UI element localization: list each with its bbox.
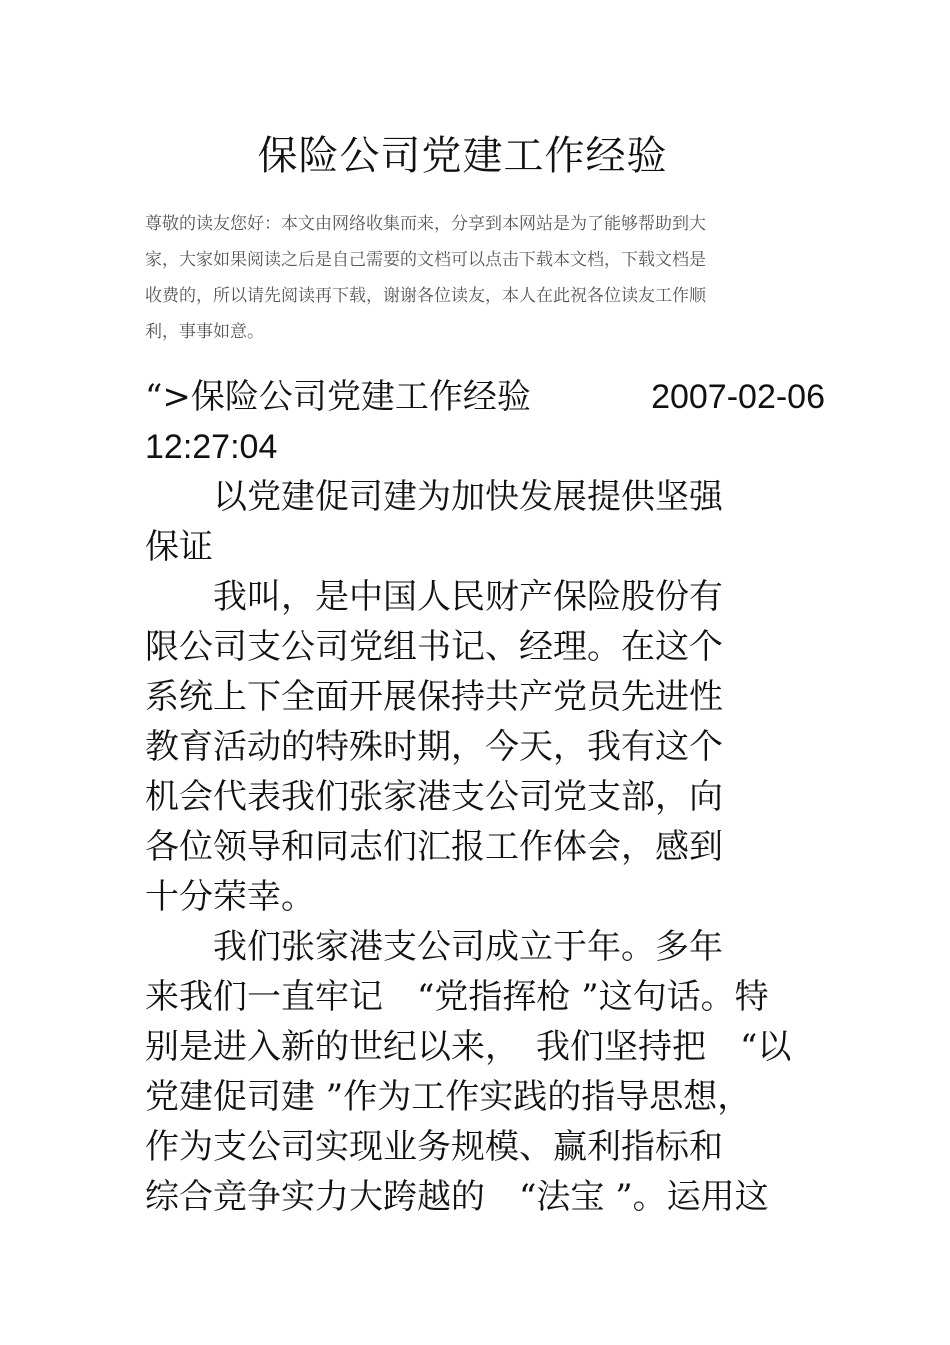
article-body [145, 372, 825, 1222]
notice-line: 家，大家如果阅读之后是自己需要的文档可以点击下载本文档，下载文档是 [145, 250, 706, 270]
document-title: 保险公司党建工作经验 [257, 133, 668, 179]
body-line: 教育活动的特殊时期，今天，我有这个 [145, 727, 723, 767]
body-line: 别是进入新的世纪以来， 我们坚持把 “以 [145, 1027, 792, 1067]
article-header-title: “>保险公司党建工作经验 [145, 377, 531, 417]
body-line: 来我们一直牢记 “党指挥枪 ”这句话。特 [145, 977, 769, 1017]
body-line: 各位领导和同志们汇报工作体会，感到 [145, 827, 723, 867]
article-time: 12:27:04 [145, 428, 278, 466]
body-line: 党建促司建 ”作为工作实践的指导思想， [145, 1077, 752, 1117]
body-line: 作为支公司实现业务规模、赢利指标和 [145, 1127, 723, 1167]
body-line: 系统上下全面开展保持共产党员先进性 [145, 677, 723, 717]
body-line: 十分荣幸。 [145, 877, 315, 917]
body-line: 我们张家港支公司成立于年。多年 [145, 927, 723, 967]
article-header [145, 372, 825, 422]
body-line: 综合竞争实力大跨越的 “法宝 ”。运用这 [145, 1177, 769, 1217]
article-date: 2007-02-06 [651, 378, 825, 416]
body-line: 限公司支公司党组书记、经理。在这个 [145, 627, 723, 667]
body-line: 以党建促司建为加快发展提供坚强 [145, 477, 723, 517]
body-line: 我叫，是中国人民财产保险股份有 [145, 577, 723, 617]
notice-line: 尊敬的读友您好：本文由网络收集而来，分享到本网站是为了能够帮助到大 [145, 214, 706, 234]
notice-line: 收费的，所以请先阅读再下载，谢谢各位读友，本人在此祝各位读友工作顺 [145, 286, 706, 306]
body-line: 保证 [145, 527, 213, 567]
reader-notice [145, 206, 800, 350]
body-line: 机会代表我们张家港支公司党支部，向 [145, 777, 723, 817]
notice-line: 利，事事如意。 [145, 322, 264, 342]
